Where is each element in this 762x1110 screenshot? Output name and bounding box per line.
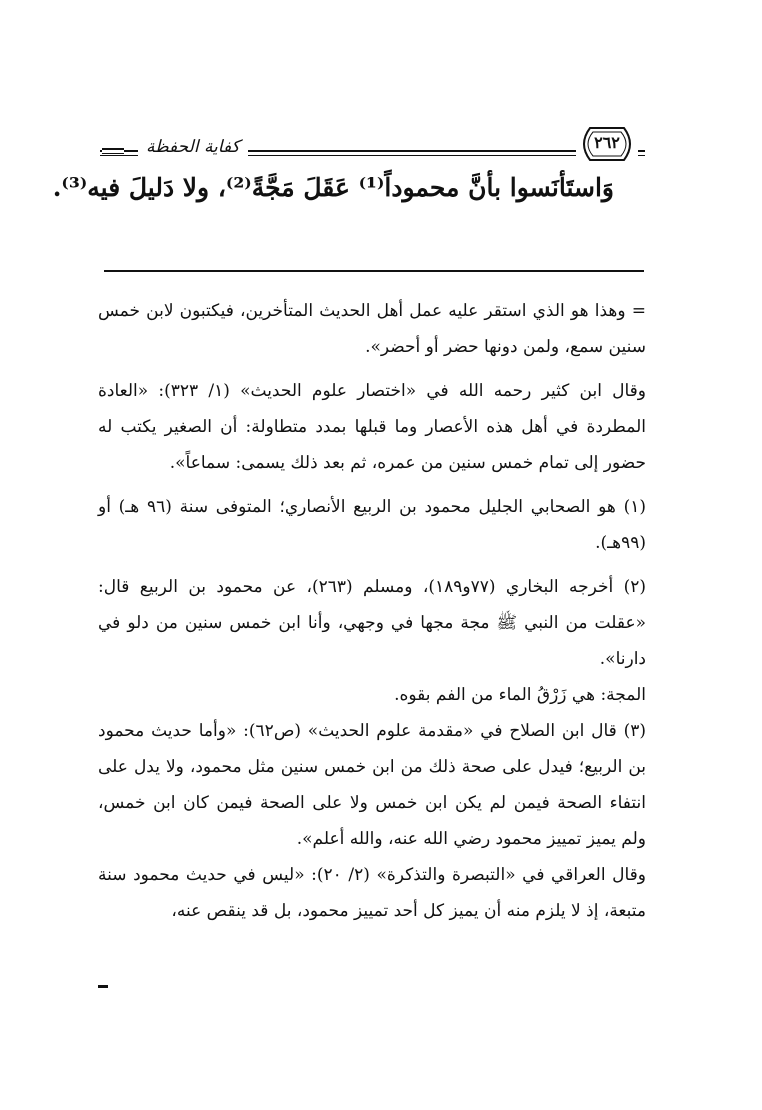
page-number-badge [576, 124, 638, 164]
footnote-2-definition: المجة: هي زَرْقُ الماء من الفم بقوه. [394, 685, 646, 705]
header-dash-ornament [102, 148, 124, 154]
footnote-3: (٣) قال ابن الصلاح في «مقدمة علوم الحديث» (ص٦٢): «وأما حديث محمود بن الربيع؛ فيدل على صحة ذلك من ابن خمس سنين مثل محمود، ولا يدل على انتفاء الصحة فيمن لم يكن ابن خمس ولا على الصحة فيمن كان ابن خمس، ولم يميز تمييز محمود رضي الله عنه، والله أعلم». [98, 721, 646, 849]
footnote-1: (١) هو الصحابي الجليل محمود بن الربيع الأنصاري؛ المتوفى سنة (٩٦ هـ) أو (٩٩هـ). [98, 497, 646, 553]
footnote-3-iraqi: وقال العراقي في «التبصرة والتذكرة» (٢/ ٢٠): «ليس في حديث محمود سنة متبعة، إذ لا يلزم منه أن يميز كل أحد تمييز محمود، بل قد ينقص عنه، [98, 865, 646, 921]
page-number: ٢٦٢ [594, 133, 620, 152]
book-title: كفاية الحفظة [138, 136, 248, 158]
footnote-paragraph-ibn-kathir: وقال ابن كثير رحمه الله في «اختصار علوم الحديث» (١/ ٣٢٣): «العادة المطردة في أهل هذه الأعصار وما قبلها بمدد متطاولة: أن الصغير يكتب له حضور إلى تمام خمس سنين من عمره، ثم بعد ذلك يسمى: سماعاً». [98, 381, 646, 473]
footnote-separator [104, 270, 644, 272]
footnote-continuation: = وهذا هو الذي استقر عليه عمل أهل الحديث المتأخرين، فيكتبون لابن خمس سنين سمع، ولمن دونها حضر أو أحضر». [98, 301, 646, 357]
page-header [100, 122, 645, 166]
continuation-dash [98, 985, 108, 988]
main-text: وَاستَأنَسوا بأنَّ محموداً⁽¹⁾ عَقَلَ مَجَّةً⁽²⁾، ولا دَليلَ فيه⁽³⁾. [52, 173, 614, 202]
footnote-2: (٢) أخرجه البخاري (٧٧و١٨٩)، ومسلم (٢٦٣)، عن محمود بن الربيع قال: «عقلت من النبي ﷺ مجة مجها في وجهي، وأنا ابن خمس سنين من دلو في دارنا». [98, 577, 647, 669]
footnotes [98, 293, 646, 929]
